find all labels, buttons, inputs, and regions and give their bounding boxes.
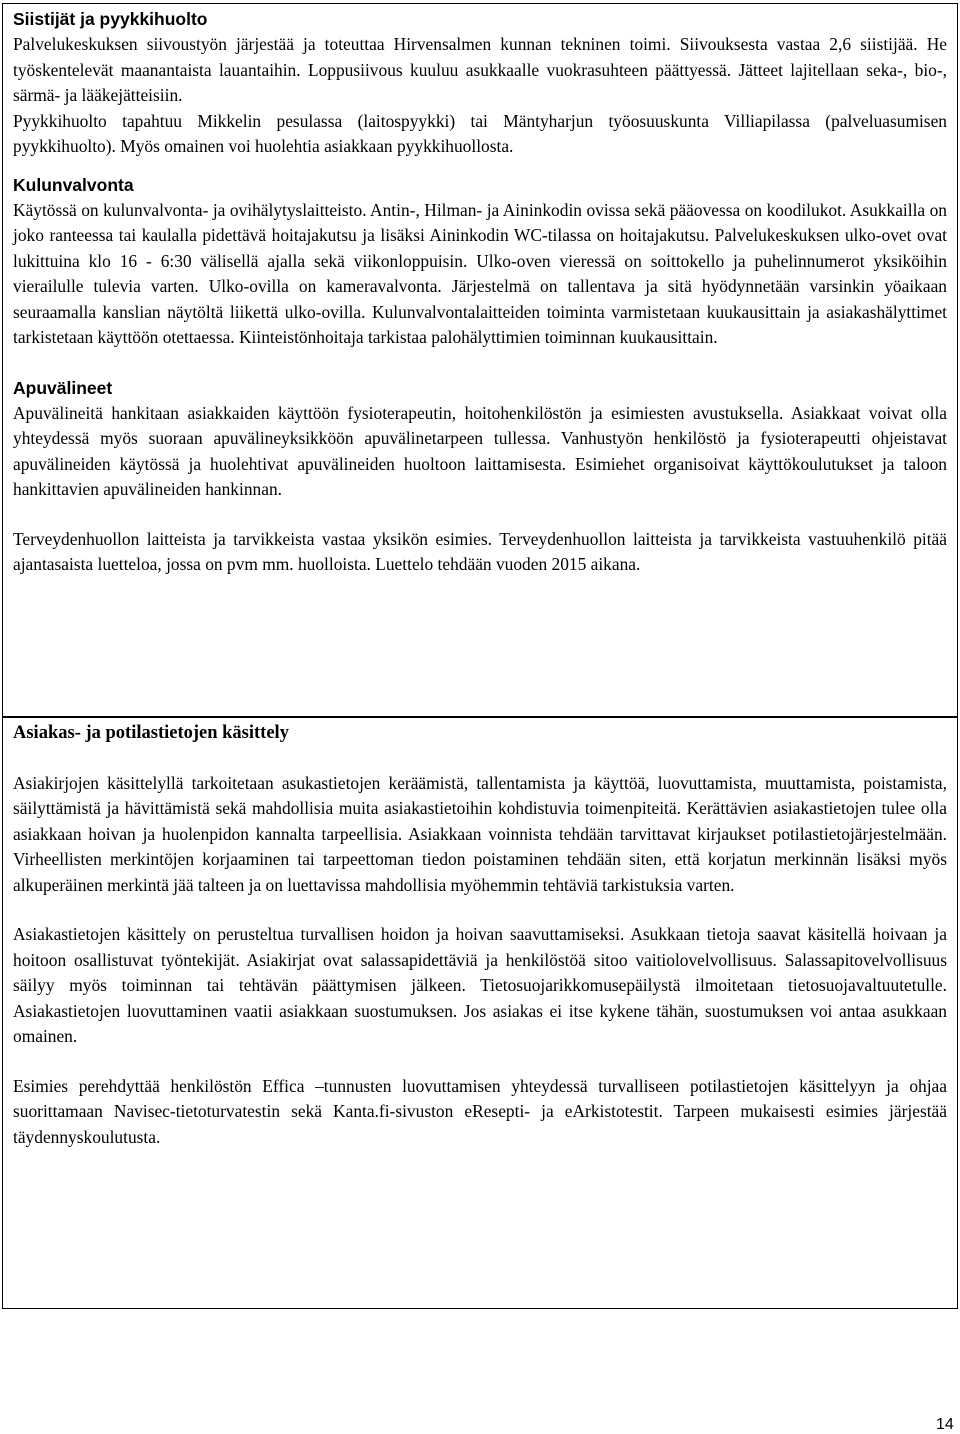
heading-asiakastiedot: Asiakas- ja potilastietojen käsittely	[13, 723, 289, 743]
content-upper	[3, 4, 957, 578]
paragraph-perehdytys: Esimies perehdyttää henkilöstön Effica –tunnusten luovuttamisen yhteydessä turvalliseen potilastietojen käsittelyyn ja ohjaa suorittamaan Navisec-tietoturvatestin sekä Kanta.fi-sivuston eResepti- ja eArkistotestit. Tarpeen mukaisesti esimies järjestää täydennyskoulutusta.	[13, 1075, 947, 1147]
paragraph-asiakirjojen-kasittely: Asiakirjojen käsittelyllä tarkoitetaan asukastietojen keräämistä, tallentamista ja käyttöä, luovuttamista, muuttamista, poistamista, säilyttämistä ja hävittämistä sekä mahdollisia muita asiakastietoihin kohdistuvia toimenpiteitä. Kerättävien asiakastietojen tulee olla asiakkaan hoivan ja huolenpidon kannalta tarpeellisia. Asiakkaan voinnista tehdään tarvittavat kirjaukset potilastietojärjestelmään. Virheellisten merkintöjen korjaaminen tai tarpeettoman tiedon poistaminen tehdään siten, että korjatun merkinnän lisäksi myös alkuperäinen merkintä jää talteen ja on luettavissa mahdollisia myöhemmin tehtäviä tarkistuksia varten.	[13, 772, 947, 895]
content-lower	[3, 718, 957, 1150]
paragraph-kulunvalvonta: Käytössä on kulunvalvonta- ja ovihälytyslaitteisto. Antin-, Hilman- ja Aininkodin ovissa sekä pääovessa on koodilukot. Asukkailla on joko ranteessa tai kaulalla pidettävä hoitajakutsu ja lisäksi Aininkodin WC-tilassa on hoitajakutsu. Palvelukeskuksen ulko-ovet ovat lukittuina klo 16 - 6:30 välisellä ajalla sekä viikonloppuisin. Ulko-oven vieressä on soittokello ja puhelinnumerot yksiköihin vierailulle tulevia varten. Ulko-ovilla on kameravalvonta. Järjestelmä on tallentava ja sitä hyödynnetään varsinkin yöaikaan seuraamalla kanslian näytöltä liikettä ulko-ovilla. Kulunvalvontalaitteiden toiminta varmistetaan kuukausittain ja asiakashälyttimet tarkistetaan käyttöön otettaessa. Kiinteistönhoitaja tarkistaa palohälyttimien toiminnan kuukausittain.	[13, 199, 947, 347]
page-number: 14	[936, 1416, 954, 1433]
paragraph-pyykkihuolto: Pyykkihuolto tapahtuu Mikkelin pesulassa (laitospyykki) tai Mäntyharjun työosuuskunta Villiapilassa (palveluasumisen pyykkihuolto). Myös omainen voi huolehtia asiakkaan pyykkihuollosta.	[13, 110, 947, 156]
heading-apuvalineet: Apuvälineet	[13, 377, 113, 398]
paragraph-asiakastietojen-kasittely: Asiakastietojen käsittely on perusteltua turvallisen hoidon ja hoivan saavuttamiseksi. Asukkaan tietoja saavat käsitellä hoivaan ja hoitoon osallistuvat työntekijät. Asiakirjat ovat salassapidettäviä ja henkilöstöä sitoo vaitiolovelvollisuus. Salassapitovelvollisuus säilyy myös toiminnan tai tehtävän päättymisen jälkeen. Tietosuojarikkomusepäilystä ilmoitetaan tietosuojavaltuutetulle. Asiakastietojen luovuttaminen vaatii asiakkaan suostumuksen. Jos asiakas ei itse kykene tähän, suostumuksen voi antaa asukkaan omainen.	[13, 924, 947, 1046]
content-box-lower	[2, 717, 958, 1309]
heading-kulunvalvonta: Kulunvalvonta	[13, 174, 134, 195]
paragraph-terveydenhuollon-laitteet: Terveydenhuollon laitteista ja tarvikkeista vastaa yksikön esimies. Terveydenhuollon laitteista ja tarvikkeista vastuuhenkilö pitää ajantasaista luetteloa, jossa on pvm mm. huolloista. Luettelo tehdään vuoden 2015 aikana.	[13, 528, 947, 574]
paragraph-apuvalineet: Apuvälineitä hankitaan asiakkaiden käyttöön fysioterapeutin, hoitohenkilöstön ja esimiesten avustuksella. Asiakkaat voivat olla yhteydessä myös suoraan apuvälineyksikköön apuvälinetarpeen tullessa. Vanhustyön henkilöstö ja fysioterapeutti ohjeistavat apuvälineiden käytössä ja huolehtivat apuvälineiden huoltoon laittamisesta. Esimiehet organisoivat käyttökoulutukset ja taloon hankittavien apuvälineiden hankinnan.	[13, 402, 947, 499]
content-box-upper	[2, 3, 958, 717]
paragraph-siivous: Palvelukeskuksen siivoustyön järjestää ja toteuttaa Hirvensalmen kunnan tekninen toimi. Siivouksesta vastaa 2,6 siistijää. He työskentelevät maanantaista lauantaihin. Loppusiivous kuuluu asukkaalle vuokrasuhteen päättyessä. Jätteet lajitellaan seka-, bio-, särmä- ja lääkejätteisiin.	[13, 34, 947, 105]
heading-siistijat: Siistijät ja pyykkihuolto	[13, 9, 208, 29]
